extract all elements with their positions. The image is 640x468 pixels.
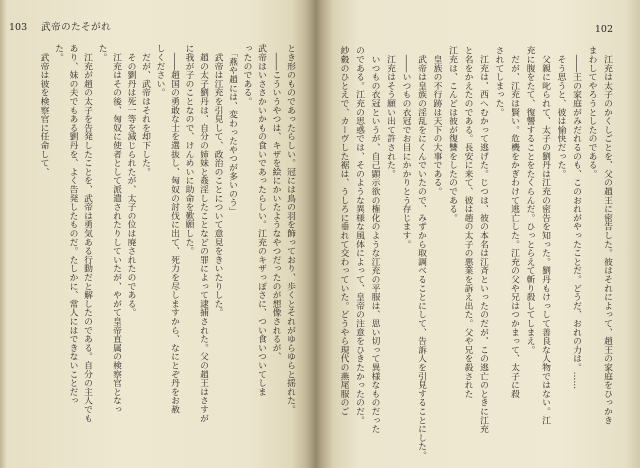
right-page-text bbox=[335, 46, 614, 464]
text-column: た。 bbox=[53, 44, 63, 62]
text-column: 武帝は皇族の淫乱をにくんでいたので、みずから取調べることにして、告訴人を引見することにした。 bbox=[416, 46, 426, 460]
text-column: 江充は、こんどは彼が復讐をしたのである。 bbox=[447, 46, 457, 222]
text-column: 「燕や趙には、変わったやつが多いのう」 bbox=[227, 44, 237, 216]
text-column: とき形のものであったらしい。冠には鳥の羽を飾っており、歩くとそれがゆらゆらと揺れた。 bbox=[285, 44, 295, 414]
text-column: いつもの衣冠というが、自己顕示欲の権化のような江充の平服は、思い切って異様なものだった bbox=[369, 46, 380, 434]
text-column: ――王の家庭がみだれるのも、このおれがやったことだ。どうだ、おれの力は。…… bbox=[571, 46, 581, 390]
text-column: 江充は、西へむかって逃げた。じつは、彼の本名は江斉といったのだが、この逃亡のときに江充 bbox=[478, 46, 488, 434]
text-column: そう思うと、彼は愉快だった。 bbox=[555, 46, 566, 178]
right-page bbox=[318, 0, 640, 468]
text-column: 趙の太子劉丹は、自分の姉妹と姦淫したことなどの罪によって逮捕された。父の趙王はさすが bbox=[198, 44, 208, 423]
left-page-header bbox=[9, 22, 111, 34]
left-page bbox=[0, 0, 318, 468]
text-column: 父親に叱られて、太子の劉丹は江充の密告を知った。劉丹もけっして善良な人物ではない。江 bbox=[540, 46, 550, 425]
text-column: まわしてやろうとしたのである。 bbox=[586, 46, 597, 178]
text-column: 江充は太子のかくしごとを、父の趙王に密告した。彼はそれによって、趙王の家庭をひっかき bbox=[602, 46, 612, 425]
text-column: と名をかえたのである。長安に来て、彼は趙の太子の悪業を訴え出た。父や兄を殺された bbox=[462, 46, 473, 398]
text-column: されてしまった。 bbox=[493, 46, 504, 117]
text-column: 充に腹をたて、復讐することをたくらんだ。ひっとらえて斬り殺してしまえ。 bbox=[524, 46, 535, 354]
text-column: だが、江充は賢い。危機をかぎわけて逃亡した。江充の父や兄はつかまって、太子に殺 bbox=[509, 46, 519, 398]
text-column: 江充はその後、匈奴に使者として派遣されたりしていたが、やがて皇帝直属の検察官となっ bbox=[111, 44, 121, 414]
text-column: に我が子のことなので、けんめいに助命を歎願した。 bbox=[183, 44, 194, 256]
page-number: 103 bbox=[9, 22, 28, 33]
text-column: 武帝は彼を検察官に任命して、 bbox=[38, 44, 49, 176]
text-column: 江充はそう願い出て許された。 bbox=[385, 46, 395, 178]
text-column: た。 bbox=[96, 44, 107, 62]
text-column: その劉丹は死一等を減じられたが、太子の位は廃されたのである。 bbox=[125, 44, 136, 317]
text-column: しください。 bbox=[154, 44, 165, 97]
running-title: 武帝のたそがれ bbox=[41, 22, 112, 33]
text-column: あり、妹の夫でもある劉丹を、よく告発したものだ。たしかに、常人にはできないことだっ bbox=[67, 44, 78, 405]
text-column: ――趙国の勇敢な士を選抜し、匈奴の討伐に出て、死力を尽しますから、なにとぞ丹をお赦 bbox=[169, 44, 179, 414]
text-column: 江充が趙の太子を告発したことを、武帝は勇気ある行動だと解したのである。自分の主人でも bbox=[82, 44, 92, 423]
text-column: 皇族の不行跡は天下の大事である。 bbox=[431, 46, 442, 196]
text-column: 紗縠のひとえで、カーヴした裾は、うしろに垂れて交わっていた。どうやら現代の燕尾服のご bbox=[338, 46, 349, 416]
text-column: のである。江充の思惑では、そのような異様な風体によって、皇帝の注意をひきたかったのだ。 bbox=[354, 46, 364, 425]
text-column: ったのである。 bbox=[241, 44, 252, 106]
left-page-text bbox=[36, 44, 297, 462]
text-column: ――こういうやつは、キザを絵にかいたようなやつだったのが想像されるが、 bbox=[270, 44, 281, 361]
text-column: 武帝は江充を引見して、政治のことについて意見をきいたりした。 bbox=[212, 44, 223, 317]
text-column: ――いつもの衣冠でお目にかかりとう存じます。 bbox=[400, 46, 411, 249]
page-number: 102 bbox=[594, 24, 613, 35]
text-column: だが、武帝はそれを却下した。 bbox=[140, 44, 150, 176]
text-column: 武帝はいささかいかもの食いであったらしい。江充のキザっぽさに、つい食いついてしま bbox=[256, 44, 266, 396]
